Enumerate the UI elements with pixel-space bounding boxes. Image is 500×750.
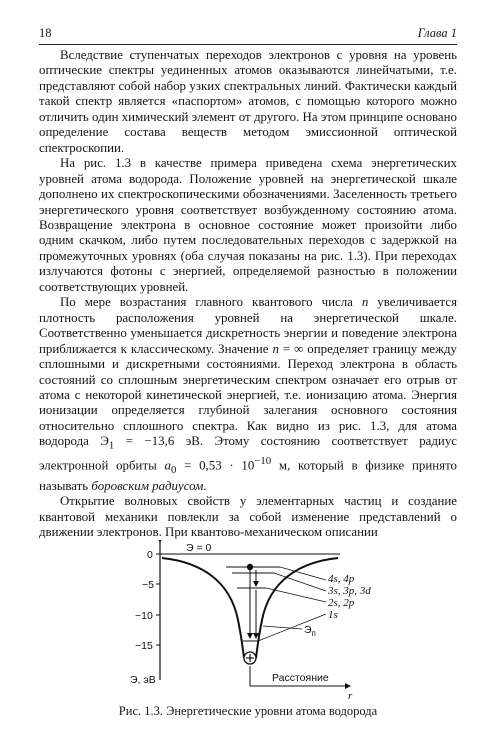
- body-text: [39, 48, 457, 541]
- level-label-2: 2s, 2p: [328, 597, 355, 609]
- energy-level-svg: [130, 540, 400, 718]
- potential-curve-left: [162, 558, 244, 658]
- y-tick-0: 0: [147, 549, 153, 561]
- zero-level-label: Э = 0: [186, 542, 212, 554]
- quantum-number-symbol: n: [361, 295, 369, 310]
- potential-label: $Э_п$: [304, 624, 316, 638]
- page-number: 18: [39, 26, 52, 40]
- bohr-radius-term: боровским радиусом: [91, 478, 204, 493]
- bohr-radius-symbol: a: [164, 458, 171, 473]
- running-header: [39, 26, 457, 42]
- paragraph-wave-properties: Открытие волновых свойств у элементарных частиц и создание квантовой механики повлекли за собой изменение представлений о движении электронов. При квантово-механическом описании: [39, 494, 457, 540]
- energy-level-diagram: [130, 540, 400, 718]
- y-axis-label: Э, эВ: [130, 674, 156, 686]
- paragraph-quantum-number: По мере возрастания главного квантового числа n увеличивается плотность расположения уровней на энергетической шкале. Соответственно уменьшается дискретность энергии и поведение электрона приближается к классическому. Значение n = ∞ определяет границу между сплошными и дискретными состояниями. Переход электрона в область состояний со сплошным энергетическим спектром означает его отрыв от атома с некоторой кинетической энергией, т.е. ионизацию атома. Энергия ионизации определяется глубиной залегания основного состояния относительно сплошного спектра. Как видно из рис. 1.3, для атома водорода $Э_1 = -13,6$ эВ. Этому состоянию соответствует радиус электронной орбиты $a_0 = 0,53 \cdot 10^{-10}$ м, который в физике принято называть боровским радиусом.: [39, 295, 457, 493]
- y-tick-minus-15: −15: [135, 640, 153, 652]
- electron: [247, 564, 253, 570]
- chapter-title: Глава 1: [417, 26, 457, 40]
- x-axis-variable: r: [348, 690, 353, 702]
- figure-caption: Рис. 1.3. Энергетические уровни атома водорода: [118, 704, 378, 718]
- y-tick-minus-10: −10: [135, 610, 153, 622]
- y-tick-minus-5: −5: [142, 579, 154, 591]
- quantum-number-symbol: n: [272, 341, 279, 356]
- header-rule: [39, 44, 457, 45]
- level-label-4: 4s, 4p: [328, 573, 355, 585]
- level-label-1: 1s: [328, 609, 338, 621]
- paragraph-figure-description: На рис. 1.3 в качестве примера приведена схема энергетических уровней атома водорода. Положение уровней на энергетической шкале дополнено их спектроскопическими обозначениями. Заселенность третьего энергетического уровня соответствует возбужденному состоянию атома. Возвращение электрона в основное состояние может произойти либо одним скачком, либо путем последовательных переходов с задержкой на промежуточных уровнях (оба случая показаны на рис. 1.3). При переходах излучаются фотоны с энергией, определяемой разностью в положении соответствующих уровней.: [39, 156, 457, 294]
- x-axis-label: Расстояние: [272, 672, 329, 684]
- paragraph-spectra: Вследствие ступенчатых переходов электронов с уровня на уровень оптические спектры уединенных атомов оказываются линейчатыми, т.е. представляют собой набор узких спектральных линий. Фактически каждый такой спектр является «паспортом» атомов, с помощью которого можно отличить один химический элемент от другого. На этом принципе основано определение состава веществ методом эмиссионной оптической спектроскопии.: [39, 48, 457, 155]
- level-label-3: 3s, 3p, 3d: [328, 585, 371, 597]
